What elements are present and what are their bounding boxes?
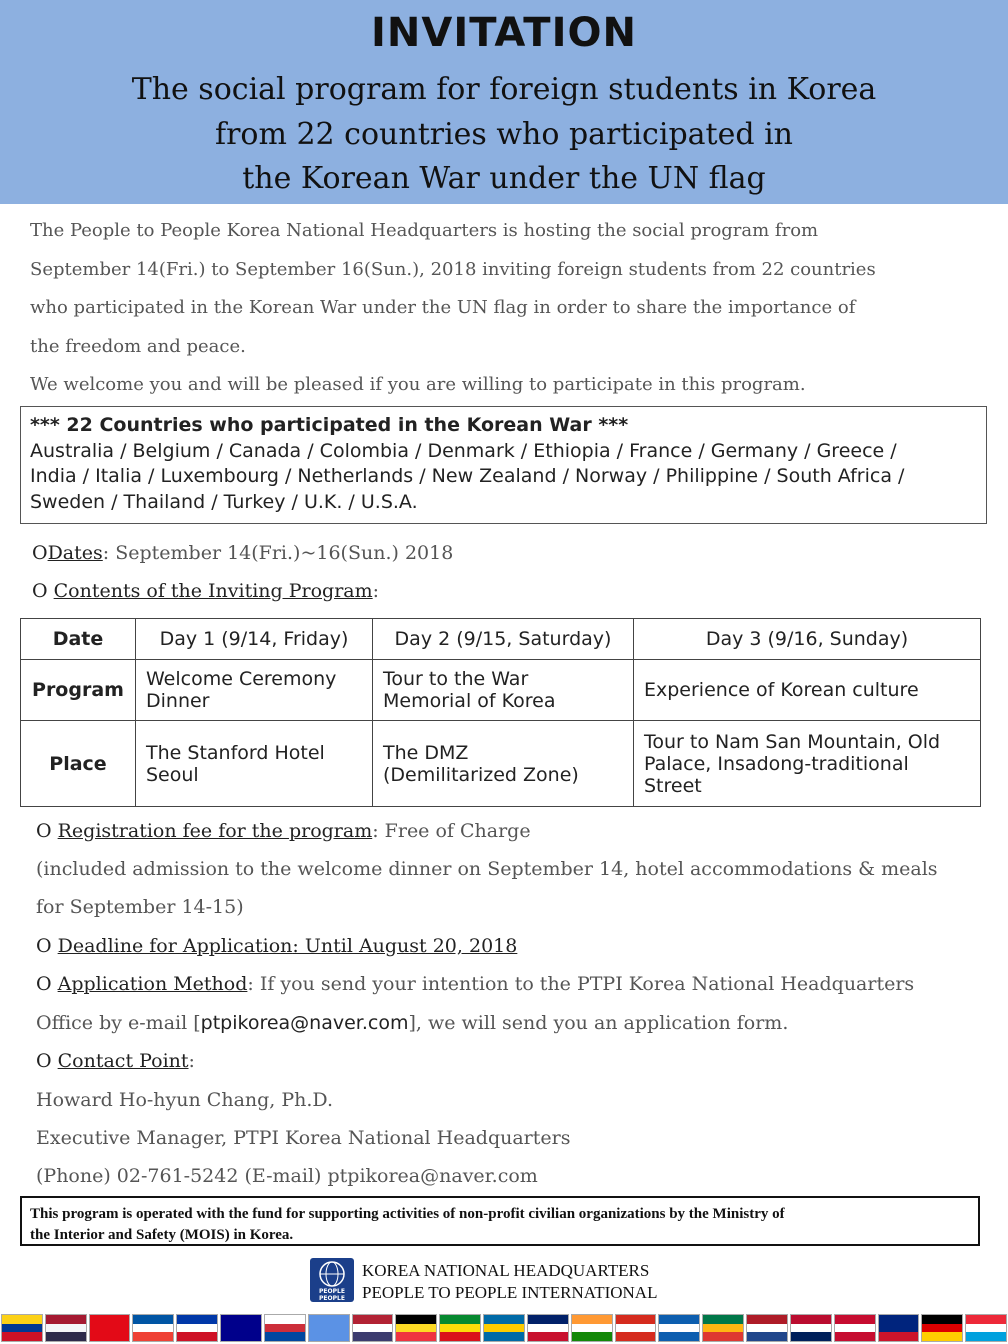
contact-value: : — [188, 1050, 195, 1072]
countries-title: *** 22 Countries who participated in the Korean War *** — [30, 414, 629, 436]
cell-line: The DMZ — [383, 741, 469, 764]
dates-value: : September 14(Fri.)~16(Sun.) 2018 — [102, 542, 454, 564]
method-text: ], we will send you an application form. — [408, 1012, 789, 1034]
flag-uk-icon — [527, 1314, 569, 1342]
countries-line: India / Italia / Luxembourg / Netherlands / New Zealand / Norway / Philippine / South Africa / — [30, 465, 905, 487]
contact-label: Contact Point — [57, 1050, 189, 1072]
org-line: KOREA NATIONAL HEADQUARTERS — [362, 1261, 650, 1280]
table-header-cell: Day 2 (9/15, Saturday) — [373, 619, 634, 660]
cell-line: Palace, Insadong-traditional — [644, 752, 909, 775]
org-name — [362, 1260, 657, 1304]
flags-strip — [0, 1312, 1008, 1344]
intro-line: the freedom and peace. — [30, 335, 246, 357]
flag-australia-icon — [220, 1314, 262, 1342]
contents-line — [32, 580, 379, 602]
cell-line: (Demilitarized Zone) — [383, 763, 579, 786]
flag-usa-icon — [352, 1314, 394, 1342]
bullet-icon: O — [36, 935, 52, 957]
contact-line — [36, 1050, 195, 1072]
method-label: Application Method — [57, 973, 248, 995]
schedule-table — [20, 618, 981, 807]
bullet-icon: O — [36, 1050, 52, 1072]
row-label: Place — [21, 721, 136, 807]
method-line-2 — [36, 1012, 788, 1034]
countries-line: Sweden / Thailand / Turkey / U.K. / U.S.A. — [30, 490, 418, 513]
funding-notice — [20, 1196, 980, 1246]
registration-value: : Free of Charge — [372, 820, 531, 842]
subtitle-line-2: from 22 countries who participated in — [214, 117, 793, 152]
table-cell — [136, 660, 373, 721]
dates-label: Dates — [47, 542, 103, 564]
table-cell — [373, 660, 634, 721]
flag-canada-icon — [615, 1314, 657, 1342]
notice-line: the Interior and Safety (MOIS) in Korea. — [30, 1227, 294, 1243]
table-header-row — [21, 619, 981, 660]
cell-line: Dinner — [146, 690, 210, 712]
registration-label: Registration fee for the program — [57, 820, 373, 842]
registration-line — [36, 820, 531, 842]
intro-text — [30, 212, 980, 405]
table-cell: Experience of Korean culture — [634, 660, 981, 721]
subtitle-line-3: the Korean War under the UN flag — [242, 161, 766, 196]
method-value: : If you send your intention to the PTPI Korea National Headquarters — [247, 973, 915, 995]
org-line: PEOPLE TO PEOPLE INTERNATIONAL — [362, 1283, 658, 1302]
table-cell — [634, 721, 981, 807]
intro-welcome: We welcome you and will be pleased if you are willing to participate in this program. — [30, 374, 806, 395]
contact-role: Executive Manager, PTPI Korea National Headquarters — [36, 1127, 571, 1149]
cell-line: Street — [644, 774, 702, 797]
bullet-icon: O — [36, 820, 52, 842]
subtitle-line-1: The social program for foreign students in Korea — [131, 72, 877, 107]
cell-line: Seoul — [146, 763, 199, 786]
table-cell — [136, 721, 373, 807]
countries-line: Australia / Belgium / Canada / Colombia / Denmark / Ethiopia / France / Germany / Greece / — [30, 439, 897, 462]
bullet-icon: O — [32, 542, 48, 564]
dates-line — [32, 542, 453, 564]
flag-norway-icon — [790, 1314, 832, 1342]
flag-un-icon — [308, 1314, 350, 1342]
table-cell — [373, 721, 634, 807]
logo-text: PEOPLE — [319, 1295, 345, 1302]
header-banner — [0, 0, 1008, 204]
bullet-icon: O — [36, 973, 52, 995]
flag-denmark-icon — [834, 1314, 876, 1342]
cell-line: The Stanford Hotel — [146, 741, 325, 764]
contents-value: : — [372, 580, 380, 602]
deadline-label: Deadline for Application — [57, 935, 293, 957]
logo-text: PEOPLE — [319, 1288, 345, 1295]
table-header-cell: Day 3 (9/16, Sunday) — [634, 619, 981, 660]
notice-line: This program is operated with the fund for supporting activities of non-profit civilian organizations by the Ministry of — [30, 1206, 785, 1222]
cell-line: Tour to Nam San Mountain, Old — [644, 730, 941, 753]
flag-colombia-icon — [1, 1314, 43, 1342]
row-label: Program — [21, 660, 136, 721]
registration-note: (included admission to the welcome dinner on September 14, hotel accommodations & meals — [36, 858, 938, 880]
countries-box — [20, 406, 987, 524]
flag-new-zealand-icon — [878, 1314, 920, 1342]
flag-ethiopia-icon — [439, 1314, 481, 1342]
flag-korea-icon — [264, 1314, 306, 1342]
page-title: INVITATION — [371, 10, 637, 56]
registration-note: for September 14-15) — [36, 896, 244, 918]
flag-india-icon — [571, 1314, 613, 1342]
deadline-line — [36, 935, 517, 957]
flag-south-africa-icon — [702, 1314, 744, 1342]
intro-line: who participated in the Korean War under the UN flag in order to share the importance of — [30, 297, 856, 318]
cell-line: Memorial of Korea — [383, 690, 556, 712]
contact-name: Howard Ho-hyun Chang, Ph.D. — [36, 1089, 334, 1111]
flag-belgium-icon — [395, 1314, 437, 1342]
table-row-place — [21, 721, 981, 807]
table-header-cell: Day 1 (9/14, Friday) — [136, 619, 373, 660]
email-link[interactable]: ptpikorea@naver.com — [200, 1012, 409, 1034]
flag-luxembourg-icon — [965, 1314, 1007, 1342]
cell-line: Tour to the War — [383, 668, 529, 690]
contents-label: Contents of the Inviting Program — [53, 580, 373, 602]
method-text: Office by e-mail [ — [36, 1012, 201, 1034]
contact-phone: (Phone) 02-761-5242 (E-mail) ptpikorea@naver.com — [36, 1165, 538, 1187]
deadline-value: : Until August 20, 2018 — [292, 935, 518, 957]
table-header-cell: Date — [21, 619, 136, 660]
intro-line: September 14(Fri.) to September 16(Sun.), 2018 inviting foreign students from 22 countries — [30, 258, 876, 280]
flag-netherlands-icon — [746, 1314, 788, 1342]
flag-sweden-icon — [483, 1314, 525, 1342]
flag-turkey-icon — [89, 1314, 131, 1342]
bullet-icon: O — [32, 580, 48, 602]
ptpi-logo — [310, 1258, 354, 1302]
table-row-program — [21, 660, 981, 721]
flag-philippines-icon — [176, 1314, 218, 1342]
flag-france-icon — [132, 1314, 174, 1342]
flag-thailand-icon — [45, 1314, 87, 1342]
flag-greece-icon — [658, 1314, 700, 1342]
cell-line: Welcome Ceremony — [146, 668, 337, 690]
intro-line: The People to People Korea National Headquarters is hosting the social program from — [30, 220, 819, 241]
flag-germany-icon — [921, 1314, 963, 1342]
method-line — [36, 973, 914, 995]
